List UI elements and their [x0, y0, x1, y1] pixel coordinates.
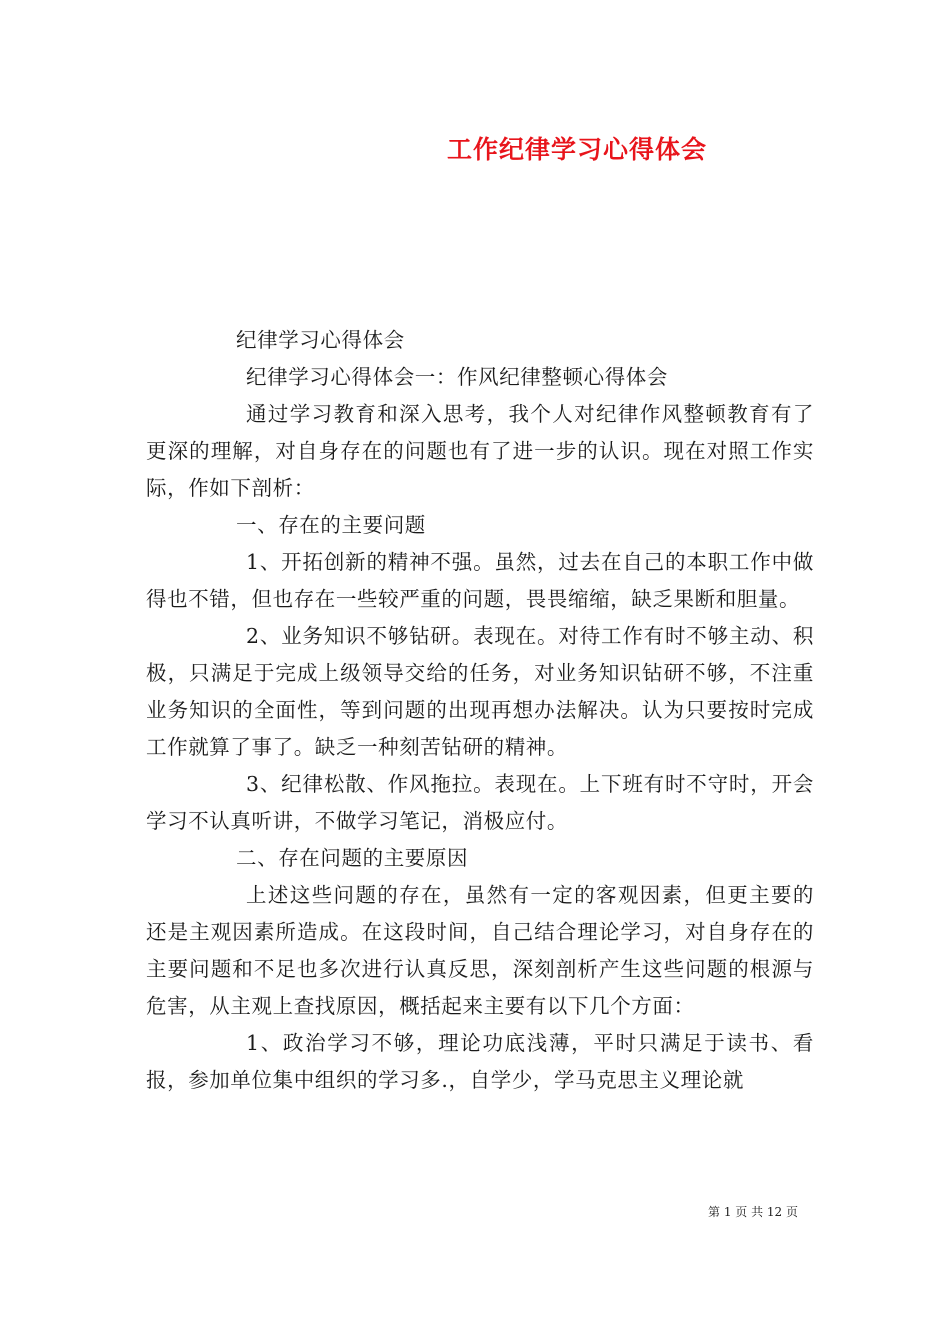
page-number: 第 1 页 共 12 页 [708, 1205, 798, 1219]
section-heading: 二、存在问题的主要原因 [236, 846, 469, 870]
document-body [146, 322, 814, 1099]
paragraph: 1、开拓创新的精神不强。虽然，过去在自己的本职工作中做得也不错，但也存在一些较严重的问题，畏畏缩缩，缺乏果断和胆量。 [146, 550, 814, 611]
paragraph: 通过学习教育和深入思考，我个人对纪律作风整顿教育有了更深的理解，对自身存在的问题也有了进一步的认识。现在对照工作实际，作如下剖析： [146, 402, 814, 500]
paragraph: 1、政治学习不够，理论功底浅薄，平时只满足于读书、看报，参加单位集中组织的学习多.，自学少，学马克思主义理论就 [146, 1031, 814, 1092]
paragraph: 2、业务知识不够钻研。表现在。对待工作有时不够主动、积极，只满足于完成上级领导交给的任务，对业务知识钻研不够，不注重业务知识的全面性，等到问题的出现再想办法解决。认为只要按时完成工作就算了事了。缺乏一种刻苦钻研的精神。 [146, 624, 814, 759]
paragraph: 3、纪律松散、作风拖拉。表现在。上下班有时不守时，开会学习不认真听讲，不做学习笔记，消极应付。 [146, 772, 814, 833]
paragraph-subtitle: 纪律学习心得体会 [236, 328, 405, 352]
paragraph-heading: 纪律学习心得体会一：作风纪律整顿心得体会 [246, 365, 668, 389]
paragraph: 上述这些问题的存在，虽然有一定的客观因素，但更主要的还是主观因素所造成。在这段时间，自己结合理论学习，对自身存在的主要问题和不足也多次进行认真反思，深刻剖析产生这些问题的根源与危害，从主观上查找原因，概括起来主要有以下几个方面： [146, 883, 814, 1018]
document-title: 工作纪律学习心得体会 [446, 135, 707, 164]
section-heading: 一、存在的主要问题 [236, 513, 426, 537]
